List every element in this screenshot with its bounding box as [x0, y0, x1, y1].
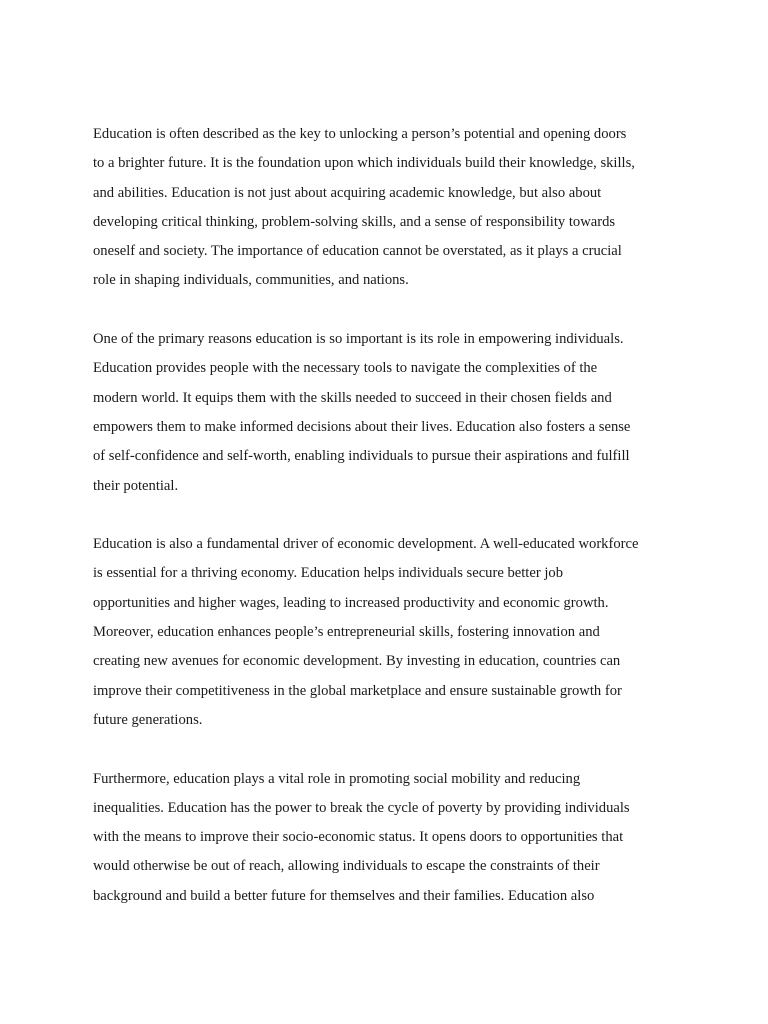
text-line: Education provides people with the necessary tools to navigate the complexities of the — [93, 360, 598, 377]
text-line: background and build a better future for themselves and their families. Education also — [93, 887, 595, 904]
text-line: inequalities. Education has the power to break the cycle of poverty by providing individuals — [93, 799, 630, 816]
text-line: Moreover, education enhances people’s entrepreneurial skills, fostering innovation and — [93, 624, 600, 641]
text-line: developing critical thinking, problem-solving skills, and a sense of responsibility towards — [93, 213, 616, 230]
paragraph-1 — [93, 120, 683, 296]
paragraph-3 — [93, 530, 683, 735]
text-line: Education is also a fundamental driver of economic development. A well-educated workforce — [93, 536, 639, 553]
text-line: future generations. — [93, 711, 203, 728]
paragraph-2 — [93, 325, 683, 501]
text-line: would otherwise be out of reach, allowing individuals to escape the constraints of their — [93, 858, 600, 875]
text-line: is essential for a thriving economy. Education helps individuals secure better job — [93, 565, 563, 582]
text-line: role in shaping individuals, communities, and nations. — [93, 272, 409, 289]
text-line: modern world. It equips them with the skills needed to succeed in their chosen fields and — [93, 389, 612, 406]
text-line: with the means to improve their socio-economic status. It opens doors to opportunities that — [93, 829, 624, 846]
text-line: improve their competitiveness in the global marketplace and ensure sustainable growth for — [93, 682, 622, 699]
text-line: opportunities and higher wages, leading to increased productivity and economic growth. — [93, 594, 609, 611]
text-line: One of the primary reasons education is so important is its role in empowering individuals. — [93, 331, 624, 348]
document-body — [93, 120, 683, 940]
paragraph-4 — [93, 765, 683, 911]
text-line: and abilities. Education is not just about acquiring academic knowledge, but also about — [93, 184, 602, 201]
text-line: creating new avenues for economic development. By investing in education, countries can — [93, 653, 621, 670]
text-line: to a brighter future. It is the foundation upon which individuals build their knowledge, skills, — [93, 155, 635, 172]
text-line: empowers them to make informed decisions about their lives. Education also fosters a sense — [93, 418, 631, 435]
text-line: oneself and society. The importance of education cannot be overstated, as it plays a crucial — [93, 243, 622, 260]
text-line: of self-confidence and self-worth, enabling individuals to pursue their aspirations and fulfill — [93, 448, 630, 465]
text-line: their potential. — [93, 477, 179, 494]
text-line: Education is often described as the key to unlocking a person’s potential and opening doors — [93, 126, 627, 142]
text-line: Furthermore, education plays a vital role in promoting social mobility and reducing — [93, 770, 581, 787]
